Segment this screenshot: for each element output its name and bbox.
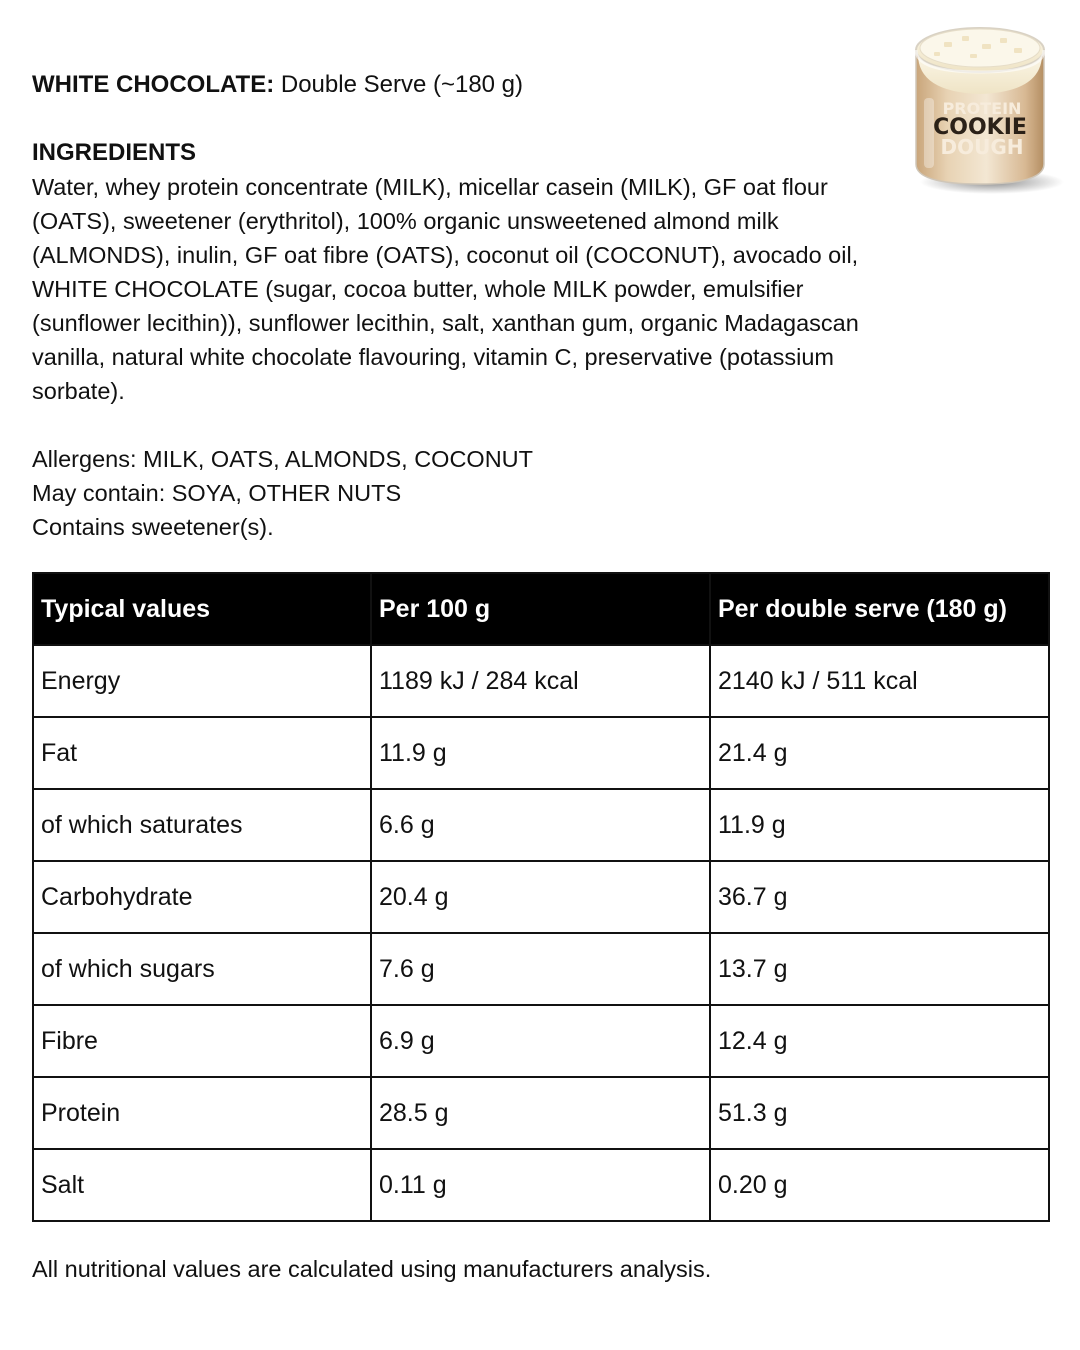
nutrient-name: of which sugars [33,933,371,1005]
jar-label-protein: PROTEIN [942,99,1022,118]
per-serve-value: 51.3 g [710,1077,1049,1149]
nutrient-name: Salt [33,1149,371,1221]
serve-size: Double Serve (~180 g) [274,71,524,98]
table-row [33,717,1049,789]
table-row [33,933,1049,1005]
per-serve-value: 13.7 g [710,933,1049,1005]
product-jar-image [904,14,1064,196]
may-contain-line: May contain: SOYA, OTHER NUTS [32,480,402,506]
per-100g-value: 6.9 g [371,1005,710,1077]
table-row [33,789,1049,861]
jar-label-cookie: COOKIE [933,115,1027,140]
column-header-typical-values: Typical values [33,573,371,645]
allergen-info [32,442,533,544]
table-row [33,1005,1049,1077]
per-serve-value: 0.20 g [710,1149,1049,1221]
nutrient-name: Fat [33,717,371,789]
sweetener-line: Contains sweetener(s). [32,514,274,540]
per-100g-value: 1189 kJ / 284 kcal [371,645,710,717]
nutrient-name: Carbohydrate [33,861,371,933]
per-100g-value: 20.4 g [371,861,710,933]
product-title [32,68,523,102]
allergens-line: Allergens: MILK, OATS, ALMONDS, COCONUT [32,446,534,472]
table-row [33,1077,1049,1149]
table-row [33,1149,1049,1221]
jar-image [904,14,1064,196]
per-serve-value: 2140 kJ / 511 kcal [710,645,1049,717]
per-serve-value: 21.4 g [710,717,1049,789]
per-serve-value: 36.7 g [710,861,1049,933]
per-serve-value: 11.9 g [710,789,1049,861]
footnote: All nutritional values are calculated using manufacturers analysis. [32,1256,712,1282]
column-header-per-double-serve: Per double serve (180 g) [710,573,1049,645]
table-row [33,645,1049,717]
table-row [33,861,1049,933]
per-100g-value: 0.11 g [371,1149,710,1221]
nutrient-name: Energy [33,645,371,717]
per-100g-value: 6.6 g [371,789,710,861]
per-serve-value: 12.4 g [710,1005,1049,1077]
per-100g-value: 7.6 g [371,933,710,1005]
nutrient-name: Protein [33,1077,371,1149]
table-header-row [33,573,1049,645]
per-100g-value: 11.9 g [371,717,710,789]
nutrient-name: Fibre [33,1005,371,1077]
ingredients-text: Water, whey protein concentrate (MILK), micellar casein (MILK), GF oat flour (OATS), sweetener (erythritol), 100% organic unsweetened almond milk (ALMONDS), inulin, GF oat fibre (OATS), coconut oil (COCONUT), avocado oil, WHITE CHOCOLATE (sugar, cocoa butter, whole MILK powder, emulsifier (sunflower lecithin)), sunflower lecithin, salt, xanthan gum, organic Madagascan vanilla, natural white chocolate flavouring, vitamin C, preservative (potassium sorbate). [32,174,859,404]
ingredients-heading: INGREDIENTS [32,139,197,166]
nutrition-table [32,572,1050,1222]
per-100g-value: 28.5 g [371,1077,710,1149]
column-header-per-100g: Per 100 g [371,573,710,645]
nutrient-name: of which saturates [33,789,371,861]
product-name: WHITE CHOCOLATE: [32,71,275,98]
jar-label-dough: DOUGH [940,135,1024,159]
